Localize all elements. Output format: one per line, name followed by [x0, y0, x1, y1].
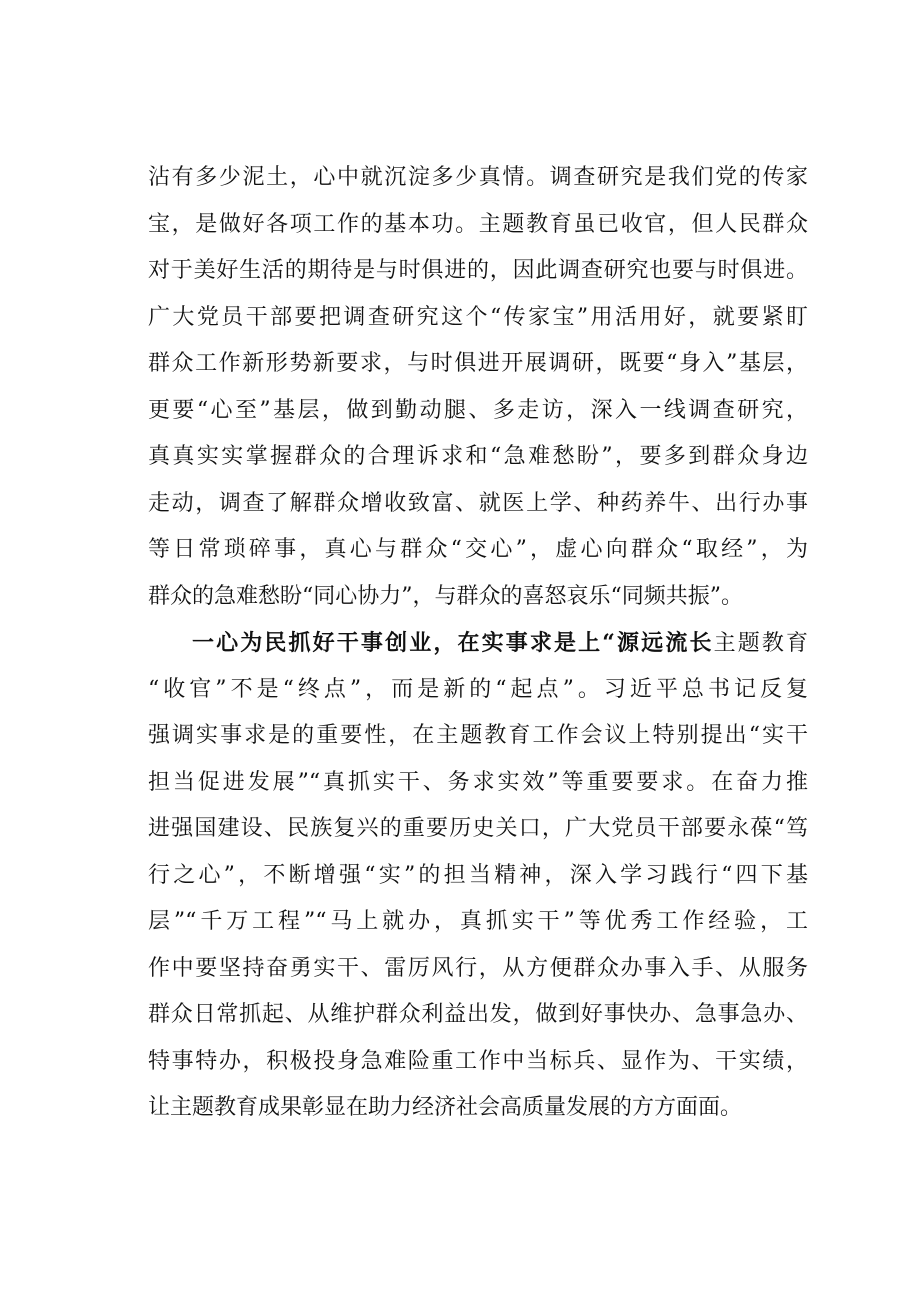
text-line: 广大党员干部要把调查研究这个“传家宝”用活用好，就要紧盯	[148, 304, 808, 330]
text-line: 层”“千万工程”“马上就办，真抓实干”等优秀工作经验，工	[148, 909, 808, 934]
text-line: 宝，是做好各项工作的基本功。主题教育虽已收官，但人民群众	[148, 211, 808, 237]
heading-line	[148, 620, 808, 667]
text-line: “收官”不是“终点”，而是新的“起点”。习近平总书记反复	[148, 676, 808, 702]
text-line: 沾有多少泥土，心中就沉淀多少真情。调查研究是我们党的传家	[148, 165, 808, 190]
text-line: 行之心”，不断增强“实”的担当精神，深入学习践行“四下基	[148, 862, 808, 888]
text-line: 更要“心至”基层，做到勤动腿、多走访，深入一线调查研究，	[148, 397, 808, 423]
paragraph-1	[148, 155, 808, 620]
heading-line-rest: 主题教育	[713, 631, 808, 656]
text-line: 让主题教育成果彰显在助力经济社会高质量发展的方方面面。	[148, 1095, 743, 1120]
paragraph-2	[148, 620, 808, 1132]
text-line: 特事特办，积极投身急难险重工作中当标兵、显作为、干实绩，	[148, 1048, 808, 1074]
document-body	[148, 155, 808, 1132]
text-line: 群众日常抓起、从维护群众利益出发，做到好事快办、急事急办、	[148, 1002, 808, 1027]
text-line: 群众工作新形势新要求，与时俱进开展调研，既要“身入”基层，	[148, 351, 808, 376]
text-line: 真真实实掌握群众的合理诉求和“急难愁盼”，要多到群众身边	[148, 444, 808, 469]
text-line: 担当促进发展”“真抓实干、务求实效”等重要要求。在奋力推	[148, 769, 808, 795]
text-line: 进强国建设、民族复兴的重要历史关口，广大党员干部要永葆“笃	[148, 816, 808, 841]
text-line: 走动，调查了解群众增收致富、就医上学、种药养牛、出行办事	[148, 490, 808, 516]
text-line: 作中要坚持奋勇实干、雷厉风行，从方便群众办事入手、从服务	[148, 955, 808, 981]
section-heading: 一心为民抓好干事创业，在实事求是上“源远流长	[192, 630, 714, 656]
text-line: 对于美好生活的期待是与时俱进的，因此调查研究也要与时俱进。	[148, 258, 808, 283]
text-line: 强调实事求是的重要性，在主题教育工作会议上特别提出“实干	[148, 723, 808, 748]
text-line: 群众的急难愁盼“同心协力”，与群众的喜怒哀乐“同频共振”。	[148, 583, 743, 609]
text-line: 等日常琐碎事，真心与群众“交心”，虚心向群众“取经”，为	[148, 537, 808, 562]
